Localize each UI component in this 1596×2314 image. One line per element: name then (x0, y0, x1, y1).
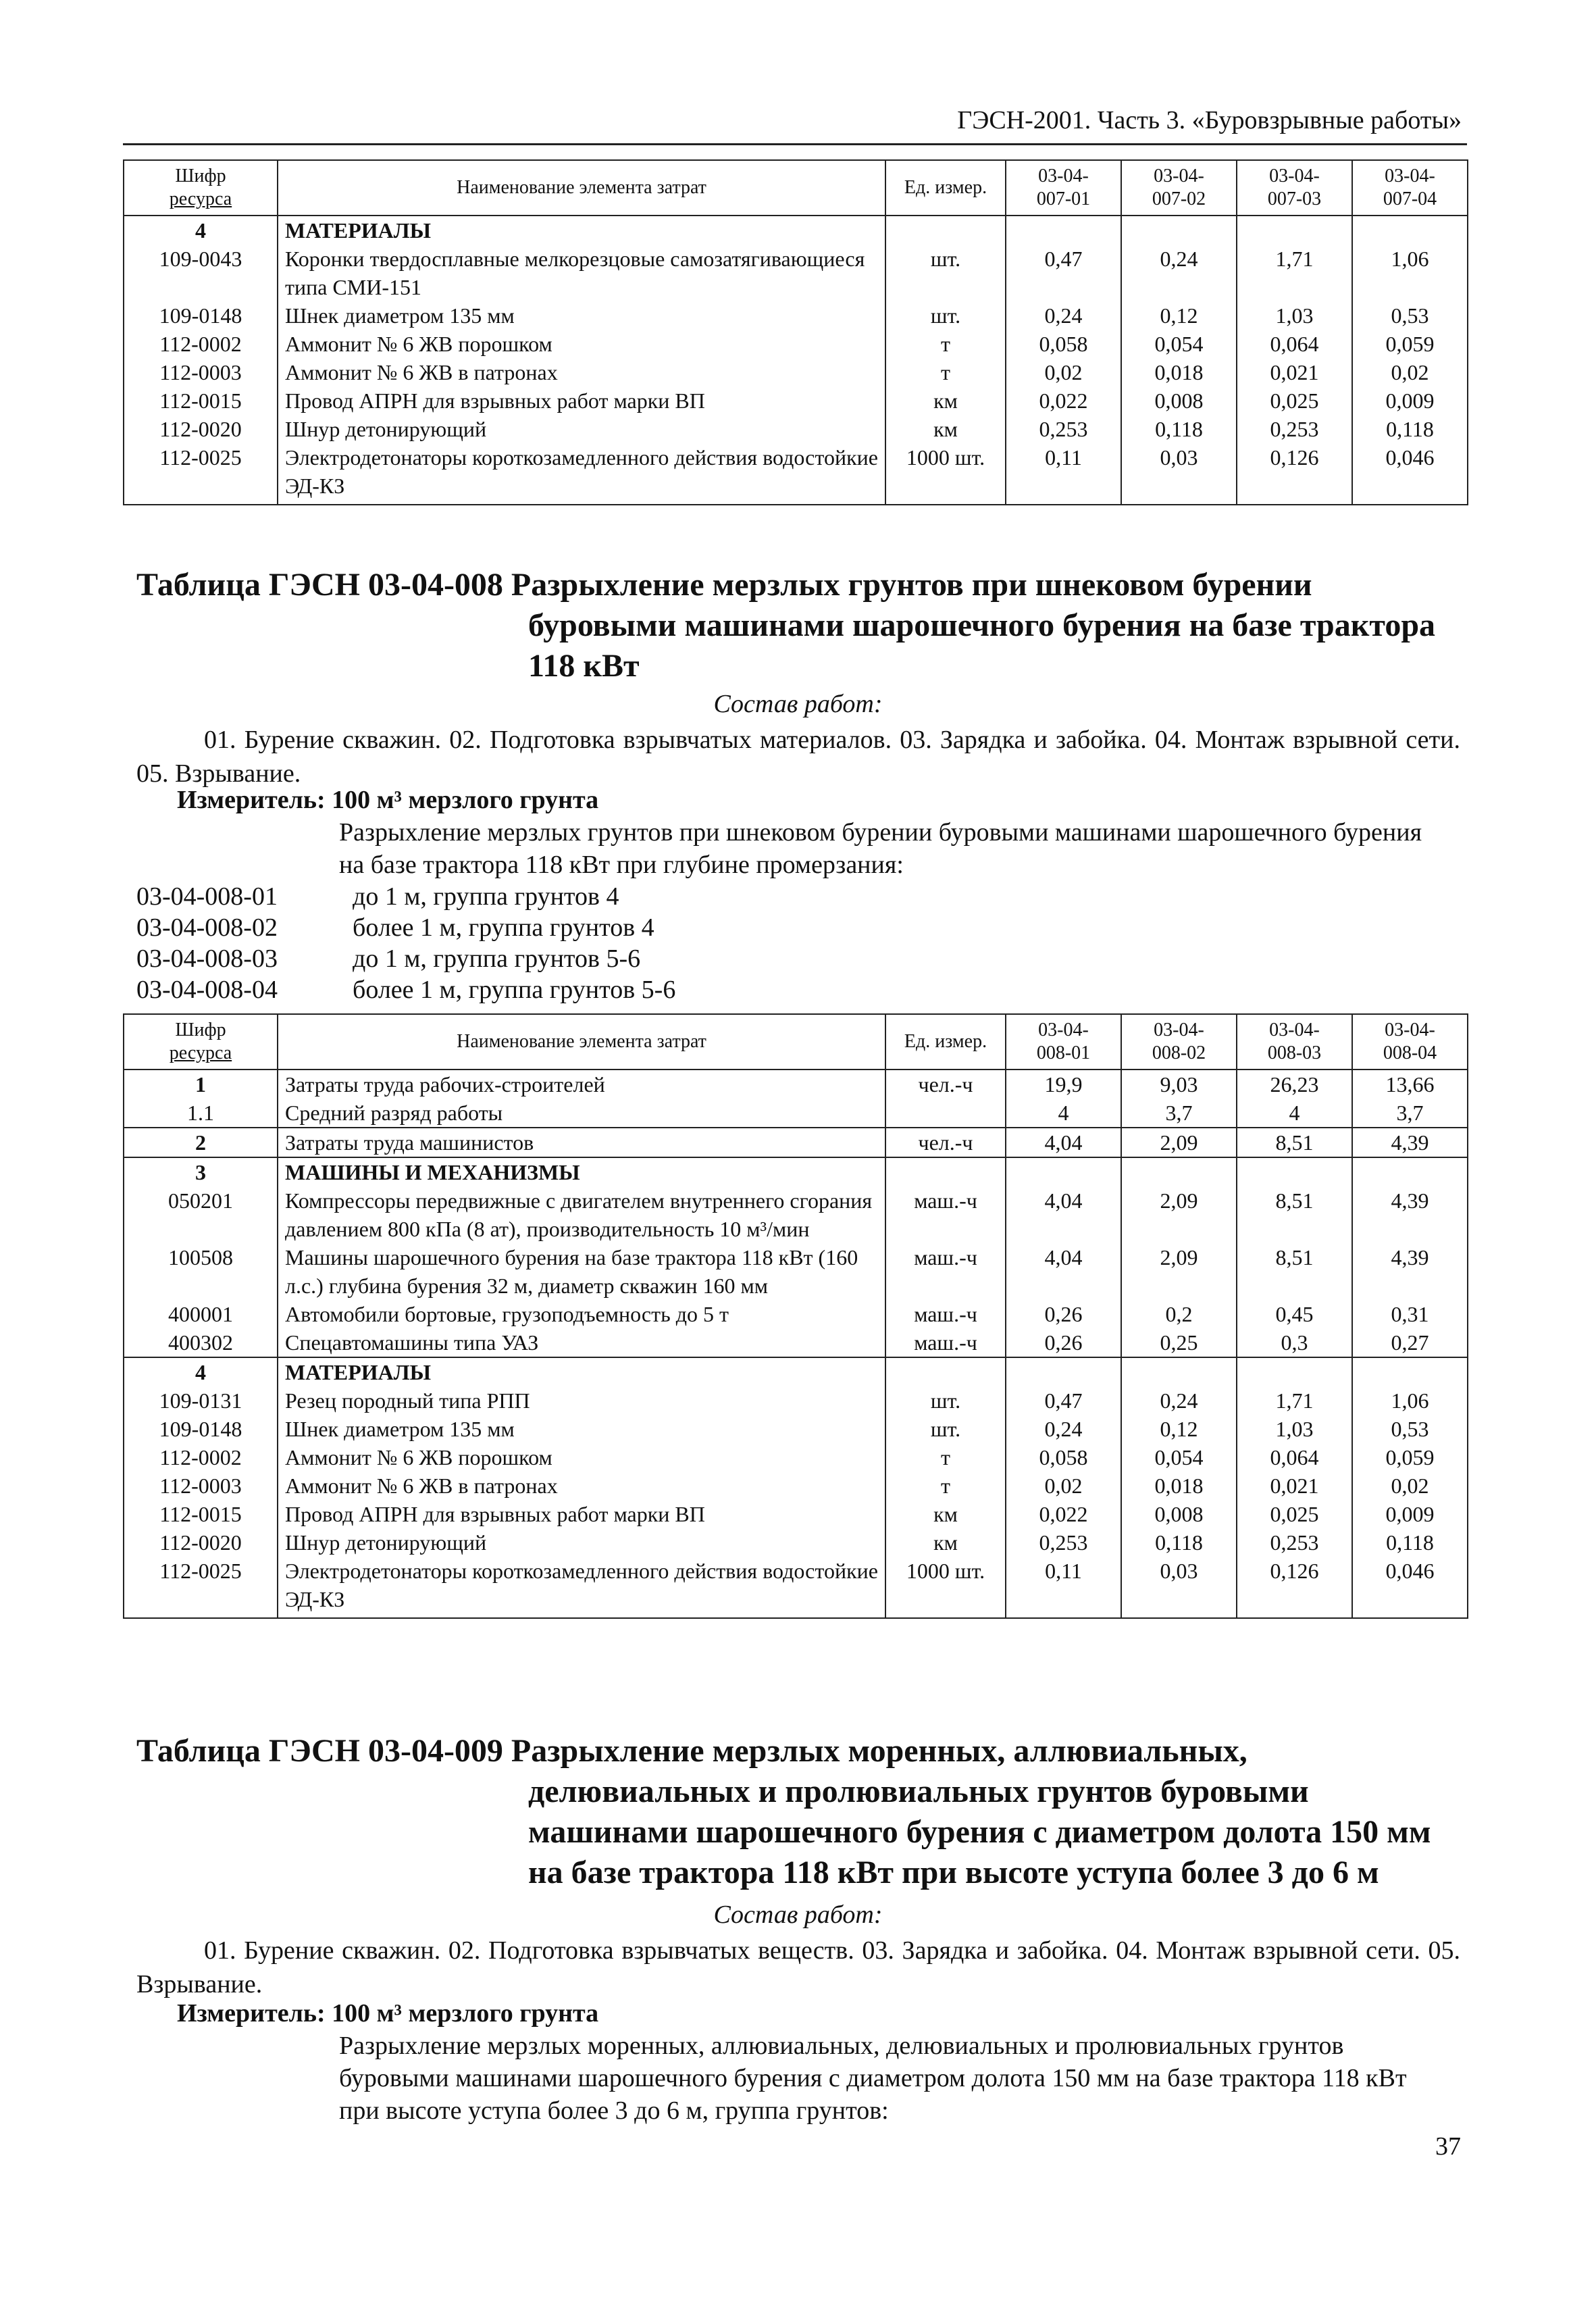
resource-code: 1 (124, 1070, 278, 1099)
norm-value: 0,27 (1352, 1328, 1468, 1357)
resource-code: 109-0148 (124, 301, 278, 330)
norm-value: 0,059 (1352, 330, 1468, 358)
norm-value: 0,02 (1006, 358, 1121, 386)
norm-value: 0,253 (1237, 415, 1352, 443)
resource-unit: т (885, 1472, 1006, 1500)
norm-value: 0,118 (1352, 415, 1468, 443)
norm-item: 03-04-008-02 более 1 м, группа грунтов 4 (136, 913, 654, 942)
resource-unit: т (885, 330, 1006, 358)
composition-text: 01. Бурение скважин. 02. Подготовка взрывчатых веществ. 03. Зарядка и забойка. 04. Монтаж взрывной сети. 05. Взрывание. (136, 1936, 1460, 1998)
norm-value (1006, 1357, 1121, 1386)
norm-value (1121, 216, 1237, 245)
resource-code: 050201 (124, 1186, 278, 1243)
resource-name: Шнек диаметром 135 мм (278, 301, 885, 330)
table-row (124, 1472, 1468, 1500)
header-norm-col: 03-04- 008-03 (1237, 1014, 1352, 1070)
norm-value: 4 (1237, 1099, 1352, 1128)
norm-value (1237, 1357, 1352, 1386)
table-row (124, 1186, 1468, 1243)
table-row (124, 1157, 1468, 1186)
resource-unit (885, 1157, 1006, 1186)
norm-value: 4,39 (1352, 1243, 1468, 1300)
resource-unit: чел.-ч (885, 1128, 1006, 1157)
resource-unit: шт. (885, 1415, 1006, 1443)
norm-value: 0,064 (1237, 330, 1352, 358)
norm-value (1006, 1157, 1121, 1186)
table-row (124, 1386, 1468, 1415)
norm-value: 0,12 (1121, 1415, 1237, 1443)
norm-item: 03-04-008-01 до 1 м, группа грунтов 4 (136, 882, 619, 911)
norm-value (1352, 216, 1468, 245)
norm-value: 4,04 (1006, 1243, 1121, 1300)
table-row (124, 301, 1468, 330)
norm-value: 0,53 (1352, 1415, 1468, 1443)
table-row (124, 1415, 1468, 1443)
resource-code: 112-0003 (124, 358, 278, 386)
table-row (124, 216, 1468, 245)
resource-unit (885, 216, 1006, 245)
norm-value: 2,09 (1121, 1243, 1237, 1300)
resource-unit: чел.-ч (885, 1070, 1006, 1099)
norm-value: 13,66 (1352, 1070, 1468, 1099)
resource-unit: 1000 шт. (885, 443, 1006, 505)
norm-value: 0,054 (1121, 1443, 1237, 1472)
norm-value: 0,253 (1006, 415, 1121, 443)
norm-value: 0,24 (1006, 1415, 1121, 1443)
resource-code: 112-0020 (124, 415, 278, 443)
resource-name: Провод АПРН для взрывных работ марки ВП (278, 1500, 885, 1528)
resource-name: МАШИНЫ И МЕХАНИЗМЫ (278, 1157, 885, 1186)
resource-code: 109-0043 (124, 245, 278, 301)
resource-name: Шнур детонирующий (278, 1528, 885, 1557)
norm-value: 0,054 (1121, 330, 1237, 358)
norm-value: 0,022 (1006, 1500, 1121, 1528)
norm-value: 0,11 (1006, 443, 1121, 505)
norm-value: 0,24 (1006, 301, 1121, 330)
table-title-009: Таблица ГЭСН 03-04-009 Разрыхление мерзлых моренных, аллювиальных, делювиальных и пролювиальных грунтов буровыми машинами шарошечного бурения с диаметром долота 150 мм на базе трактора 118 кВт при высоте уступа более 3 до 6 м (136, 1733, 1431, 1890)
table-row (124, 1128, 1468, 1157)
norm-value: 0,008 (1121, 386, 1237, 415)
norm-value: 4,04 (1006, 1186, 1121, 1243)
resource-code: 112-0020 (124, 1528, 278, 1557)
norm-value: 0,118 (1121, 415, 1237, 443)
norm-value: 0,064 (1237, 1443, 1352, 1472)
table-row (124, 1357, 1468, 1386)
norm-value: 0,025 (1237, 386, 1352, 415)
resource-code: 4 (124, 1357, 278, 1386)
resource-unit: маш.-ч (885, 1328, 1006, 1357)
resource-code: 100508 (124, 1243, 278, 1300)
resource-name: Шнур детонирующий (278, 415, 885, 443)
resource-unit: т (885, 358, 1006, 386)
resource-code: 112-0015 (124, 386, 278, 415)
norm-item: 03-04-008-03 до 1 м, группа грунтов 5-6 (136, 945, 641, 973)
resource-code: 112-0003 (124, 1472, 278, 1500)
table-header-row (124, 160, 1468, 216)
resource-name: Затраты труда рабочих-строителей (278, 1070, 885, 1099)
norm-value: 0,021 (1237, 1472, 1352, 1500)
table-row (124, 415, 1468, 443)
norm-value: 0,025 (1237, 1500, 1352, 1528)
norm-value: 0,018 (1121, 358, 1237, 386)
resource-name: Аммонит № 6 ЖВ порошком (278, 1443, 885, 1472)
resource-name: Компрессоры передвижные с двигателем внутреннего сгорания давлением 800 кПа (8 ат), производительность 10 м³/мин (278, 1186, 885, 1243)
norm-value: 0,021 (1237, 358, 1352, 386)
resource-name: Аммонит № 6 ЖВ порошком (278, 330, 885, 358)
norm-value: 8,51 (1237, 1243, 1352, 1300)
table-title-008: Таблица ГЭСН 03-04-008 Разрыхление мерзлых грунтов при шнековом бурении буровыми машинами шарошечного бурения на базе трактора 118 кВт (136, 567, 1436, 684)
page-number: 37 (1435, 2132, 1461, 2161)
header-norm-col: 03-04- 007-04 (1352, 160, 1468, 216)
norm-value: 0,126 (1237, 443, 1352, 505)
norm-value: 1,03 (1237, 1415, 1352, 1443)
resource-name: Электродетонаторы короткозамедленного действия водостойкие ЭД-КЗ (278, 443, 885, 505)
norm-value: 0,126 (1237, 1557, 1352, 1618)
resource-code: 400302 (124, 1328, 278, 1357)
norm-value: 0,25 (1121, 1328, 1237, 1357)
table-row (124, 386, 1468, 415)
header-name: Наименование элемента затрат (278, 1014, 885, 1070)
resource-name: Аммонит № 6 ЖВ в патронах (278, 1472, 885, 1500)
norm-value: 0,03 (1121, 443, 1237, 505)
resource-unit: км (885, 386, 1006, 415)
table-row (124, 1328, 1468, 1357)
norm-value: 0,45 (1237, 1300, 1352, 1328)
norm-value: 1,71 (1237, 245, 1352, 301)
norm-value: 2,09 (1121, 1186, 1237, 1243)
table-row (124, 1500, 1468, 1528)
norm-value: 0,26 (1006, 1328, 1121, 1357)
resource-name: МАТЕРИАЛЫ (278, 216, 885, 245)
resource-name: Шнек диаметром 135 мм (278, 1415, 885, 1443)
norm-value: 0,022 (1006, 386, 1121, 415)
composition-label: Состав работ: (713, 1901, 883, 1929)
norm-value: 9,03 (1121, 1070, 1237, 1099)
table-row (124, 1070, 1468, 1099)
resource-name: Электродетонаторы короткозамедленного действия водостойкие ЭД-КЗ (278, 1557, 885, 1618)
norm-value: 0,009 (1352, 1500, 1468, 1528)
norm-value (1352, 1157, 1468, 1186)
resource-name: МАТЕРИАЛЫ (278, 1357, 885, 1386)
resource-name: Автомобили бортовые, грузоподъемность до 5 т (278, 1300, 885, 1328)
norm-value (1237, 1157, 1352, 1186)
resource-unit: т (885, 1443, 1006, 1472)
resource-code: 112-0015 (124, 1500, 278, 1528)
resource-unit: маш.-ч (885, 1300, 1006, 1328)
norm-value: 0,03 (1121, 1557, 1237, 1618)
resource-code: 3 (124, 1157, 278, 1186)
header-code: Шифр ресурса (124, 1014, 278, 1070)
running-title: ГЭСН-2001. Часть 3. «Буровзрывные работы» (957, 106, 1462, 134)
table-row (124, 245, 1468, 301)
table-row (124, 1099, 1468, 1128)
resource-unit (885, 1357, 1006, 1386)
resource-unit: 1000 шт. (885, 1557, 1006, 1618)
resource-unit (885, 1099, 1006, 1128)
resource-unit: шт. (885, 1386, 1006, 1415)
norm-value: 0,118 (1352, 1528, 1468, 1557)
norm-value: 0,058 (1006, 1443, 1121, 1472)
resource-name: Аммонит № 6 ЖВ в патронах (278, 358, 885, 386)
resource-code: 109-0131 (124, 1386, 278, 1415)
resource-code: 112-0002 (124, 1443, 278, 1472)
norm-value: 3,7 (1352, 1099, 1468, 1128)
norm-value: 0,008 (1121, 1500, 1237, 1528)
header-unit: Ед. измер. (885, 1014, 1006, 1070)
table-row (124, 1243, 1468, 1300)
resource-unit: км (885, 1500, 1006, 1528)
resource-unit: маш.-ч (885, 1186, 1006, 1243)
norm-value: 0,02 (1006, 1472, 1121, 1500)
resource-code: 112-0025 (124, 443, 278, 505)
norm-value: 0,253 (1006, 1528, 1121, 1557)
resource-code: 4 (124, 216, 278, 245)
norm-value (1006, 216, 1121, 245)
norm-value: 0,31 (1352, 1300, 1468, 1328)
table-row (124, 1557, 1468, 1618)
norm-value: 0,009 (1352, 386, 1468, 415)
norm-value: 0,24 (1121, 245, 1237, 301)
resource-unit: шт. (885, 245, 1006, 301)
resource-unit: шт. (885, 301, 1006, 330)
norm-value: 0,11 (1006, 1557, 1121, 1618)
norm-value: 0,3 (1237, 1328, 1352, 1357)
norm-value: 0,53 (1352, 301, 1468, 330)
norm-value: 8,51 (1237, 1128, 1352, 1157)
header-norm-col: 03-04- 007-03 (1237, 160, 1352, 216)
norm-value: 0,253 (1237, 1528, 1352, 1557)
norm-value: 0,47 (1006, 1386, 1121, 1415)
header-name: Наименование элемента затрат (278, 160, 885, 216)
header-norm-col: 03-04- 008-02 (1121, 1014, 1237, 1070)
norm-value: 4,39 (1352, 1186, 1468, 1243)
norm-value: 4,39 (1352, 1128, 1468, 1157)
table-header-row (124, 1014, 1468, 1070)
norm-value: 0,2 (1121, 1300, 1237, 1328)
resource-unit: км (885, 1528, 1006, 1557)
norm-value: 0,02 (1352, 358, 1468, 386)
resource-code: 112-0025 (124, 1557, 278, 1618)
resource-code: 112-0002 (124, 330, 278, 358)
norm-value: 0,47 (1006, 245, 1121, 301)
header-norm-col: 03-04- 007-01 (1006, 160, 1121, 216)
norm-value: 0,018 (1121, 1472, 1237, 1500)
norm-value (1352, 1357, 1468, 1386)
norm-value: 4 (1006, 1099, 1121, 1128)
measure-unit: Измеритель: 100 м³ мерзлого грунта (177, 1999, 599, 2028)
resource-code: 2 (124, 1128, 278, 1157)
resource-name: Резец породный типа РПП (278, 1386, 885, 1415)
norm-description: Разрыхление мерзлых моренных, аллювиальных, делювиальных и пролювиальных грунтов буровыми машинами шарошечного бурения с диаметром долота 150 мм на базе трактора 118 кВт при высоте уступа более 3 до 6 м, группа грунтов: (339, 2032, 1407, 2125)
norm-value: 19,9 (1006, 1070, 1121, 1099)
norm-value: 0,046 (1352, 443, 1468, 505)
norm-value: 0,059 (1352, 1443, 1468, 1472)
page-header (123, 101, 1467, 145)
header-unit: Ед. измер. (885, 160, 1006, 216)
norm-value (1121, 1357, 1237, 1386)
header-code: Шифр ресурса (124, 160, 278, 216)
norm-value: 0,046 (1352, 1557, 1468, 1618)
norm-value: 4,04 (1006, 1128, 1121, 1157)
norm-value: 26,23 (1237, 1070, 1352, 1099)
resource-name: Спецавтомашины типа УАЗ (278, 1328, 885, 1357)
norm-value: 1,06 (1352, 245, 1468, 301)
cost-table-007 (123, 159, 1468, 505)
norm-value: 0,26 (1006, 1300, 1121, 1328)
norm-value: 1,03 (1237, 301, 1352, 330)
norm-value: 1,71 (1237, 1386, 1352, 1415)
resource-unit: км (885, 415, 1006, 443)
table-row (124, 358, 1468, 386)
norm-value: 0,118 (1121, 1528, 1237, 1557)
resource-unit: маш.-ч (885, 1243, 1006, 1300)
table-row (124, 1443, 1468, 1472)
resource-name: Затраты труда машинистов (278, 1128, 885, 1157)
norm-value (1237, 216, 1352, 245)
composition-label: Состав работ: (713, 690, 883, 718)
resource-name: Средний разряд работы (278, 1099, 885, 1128)
table-row (124, 330, 1468, 358)
norm-value: 2,09 (1121, 1128, 1237, 1157)
header-norm-col: 03-04- 008-04 (1352, 1014, 1468, 1070)
norm-value (1121, 1157, 1237, 1186)
norm-value: 0,12 (1121, 301, 1237, 330)
composition-text: 01. Бурение скважин. 02. Подготовка взрывчатых материалов. 03. Зарядка и забойка. 04. Монтаж взрывной сети. 05. Взрывание. (136, 726, 1460, 788)
norm-value: 0,24 (1121, 1386, 1237, 1415)
table-row (124, 1528, 1468, 1557)
norm-value: 3,7 (1121, 1099, 1237, 1128)
norm-item: 03-04-008-04 более 1 м, группа грунтов 5-6 (136, 976, 676, 1004)
cost-table-008 (123, 1013, 1468, 1619)
measure-unit: Измеритель: 100 м³ мерзлого грунта (177, 786, 599, 814)
resource-code: 1.1 (124, 1099, 278, 1128)
header-norm-col: 03-04- 008-01 (1006, 1014, 1121, 1070)
table-row (124, 443, 1468, 505)
norm-description: Разрыхление мерзлых грунтов при шнековом бурении буровыми машинами шарошечного бурения на базе трактора 118 кВт при глубине промерзания: (339, 818, 1422, 879)
norm-value: 1,06 (1352, 1386, 1468, 1415)
norm-value: 0,058 (1006, 330, 1121, 358)
resource-name: Провод АПРН для взрывных работ марки ВП (278, 386, 885, 415)
resource-name: Машины шарошечного бурения на базе трактора 118 кВт (160 л.с.) глубина бурения 32 м, диаметр скважин 160 мм (278, 1243, 885, 1300)
header-norm-col: 03-04- 007-02 (1121, 160, 1237, 216)
table-row (124, 1300, 1468, 1328)
norm-value: 8,51 (1237, 1186, 1352, 1243)
resource-code: 109-0148 (124, 1415, 278, 1443)
resource-name: Коронки твердосплавные мелкорезцовые самозатягивающиеся типа СМИ-151 (278, 245, 885, 301)
resource-code: 400001 (124, 1300, 278, 1328)
norm-value: 0,02 (1352, 1472, 1468, 1500)
